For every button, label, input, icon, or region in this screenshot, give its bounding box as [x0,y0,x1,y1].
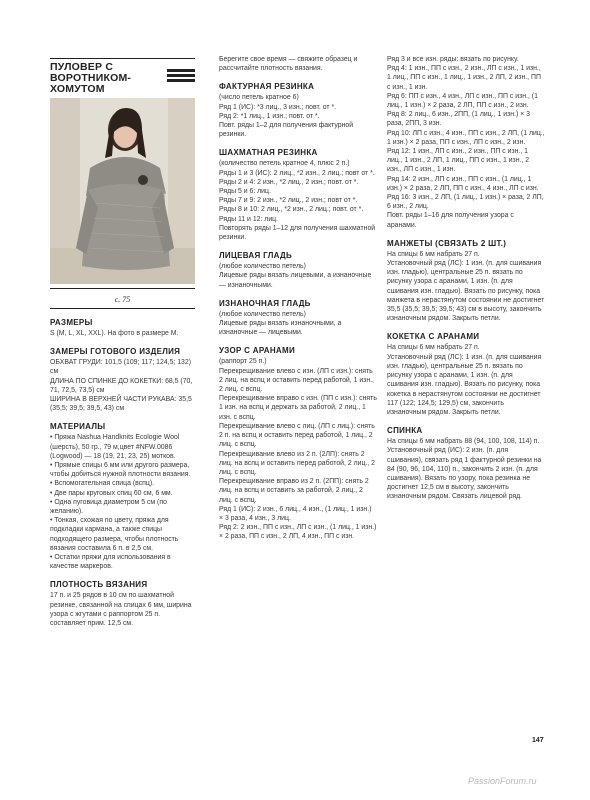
section [387,239,545,324]
text-line: Ряды 11 и 12: лиц. [219,215,279,223]
photo-caption: с. 75 [114,295,131,304]
title-box [50,62,195,98]
section-heading: ЛИЦЕВАЯ ГЛАДЬ [219,251,293,261]
text-line: • Две пары круговых спиц 60 см, 6 мм. [50,489,173,497]
text-line: Ряды 5 и 6: лиц. [219,188,271,196]
section-heading: ПЛОТНОСТЬ ВЯЗАНИЯ [50,580,148,590]
text-line: Ряд 1 (ИС): *3 лиц., 3 изн.; повт. от *. [219,103,337,111]
section-heading: МАНЖЕТЫ (СВЯЗАТЬ 2 ШТ.) [387,238,507,248]
section [219,299,377,338]
text-line: 6 изн., 2 лиц. [387,203,429,211]
section [387,55,545,230]
text-line: Перекрещивание влево с изн. (ЛП с изн.): снять 2 лиц. на вспц и оставить перед работой, 1 изн., 2 лиц. с вспц. [219,367,374,394]
section [50,318,195,338]
text-line: Перекрещивание влево с лиц. (ЛП с лиц.): снять 2 п. на вспц и оставить перед работой, 1 лиц., 2 лиц. с вспц. [219,422,375,449]
section-heading: МАТЕРИАЛЫ [50,422,106,432]
section-heading: ИЗНАНОЧНАЯ ГЛАДЬ [219,298,311,308]
text-line: Лицевые ряды вязать лицевыми, а изнаночные — изнаночными. [219,272,372,289]
column-3 [387,55,545,511]
column-1 [50,318,195,637]
text-line: ОБХВАТ ГРУДИ: 101,5 (109; 117; 124,5; 132) см [50,359,192,376]
text-line: Установочный ряд (ИС): 2 изн. (п. для сшивания), связать ряд 1 фактурной резинки на 84 (90, 96, 104, 110) п., закончить 2 изн. (п. для сшивания). Вязать по узору, пока резинка не достигнет 12,5 см в высоту, закончить изнаночным рядом. Связать лицевой ряд. [387,447,542,501]
text-line: Ряд 1 (ИС): 2 изн., 6 лиц., 4 изн., (1 лиц., 1 изн.) × 3 раза, 4 изн., 3 лиц. [219,505,372,522]
text-line: S (M, L, XL, XXL). На фото в размере M. [50,330,179,337]
caption-top-rule [50,288,195,289]
text-line: Ряды 7 и 9: 2 изн., *2 лиц., 2 изн.; повт от *. [219,197,358,205]
column-2 [219,55,377,551]
text-line: 17 п. и 25 рядов в 10 см по шахматной резинке, связанной на спицах 6 мм, ширина узора с жгутами с раппортом 25 п. составляет прим. 12,5 см. [50,592,192,628]
section [50,347,195,413]
text-line: Ряды 1 и 3 (ИС): 2 лиц., *2 изн., 2 лиц.; повт от *. [219,169,375,177]
section [219,148,377,242]
text-line: Ряд 16: 3 изн., 2 ЛП, (1 лиц., 1 изн.) × раза, 2 ЛП, [387,194,544,202]
text-line: ДЛИНА ПО СПИНКЕ ДО КОКЕТКИ: 68,5 (70, 71, 72,5, 73,5) см [50,377,193,394]
text-line: Ряды 8 и 10: 2 лиц., *2 изн., 2 лиц.; повт. от *. [219,206,364,214]
text-line: Берегите свое время — свяжите образец и рассчитайте плотность вязания. [219,56,358,73]
text-line: • Вспомогательная спица (вспц). [50,480,155,488]
section-heading: КОКЕТКА С АРАНАМИ [387,332,480,342]
section-heading: ЗАМЕРЫ ГОТОВОГО ИЗДЕЛИЯ [50,347,181,357]
watermark: PassionForum.ru [468,776,537,786]
text-line: Ряды 2 и 4: 2 изн., *2 лиц., 2 изн.; повт. от *. [219,178,359,186]
page-title: ПУЛОВЕР С ВОРОТНИКОМ-ХОМУТОМ [50,61,132,95]
model-illustration [50,98,195,284]
text-line: Повт. ряды 1–16 для получения узора с аранами. [387,212,514,229]
text-line: Ряд 12: 1 изн., ЛП с изн., 2 изн., ПП с изн., 1 лиц., 1 изн., 2 ЛП, 1 лиц., ПП с изн., 1 изн., 2 изн., ЛП с изн., 1 изн. [387,148,530,174]
text-line: Ряд 8: 2 лиц., 6 изн., 2ПП, (1 лиц., 1 изн.) × 3 раза, 2ПП, 3 изн. [387,111,530,128]
section-heading: СПИНКА [387,426,423,436]
text-line: Ряд 10: ЛП с изн., 4 изн., ПП с изн., 2 ЛП, (1 лиц., 1 изн.) × 2 раза, ПП с изн., ЛП с изн., 2 изн. [387,129,545,146]
text-line: (количество петель кратное 4, плюс 2 п.) [219,160,350,168]
section-heading: УЗОР С АРАНАМИ [219,346,296,356]
text-line: Перекрещивание вправо с изн. (ПП с изн.): снять 1 изн. на вспц и держать за работой, 2 лиц., 1 изн. с вспц. [219,395,377,421]
text-line: ШИРИНА В ВЕРХНЕЙ ЧАСТИ РУКАВА: 35,5 (35,5; 39,5; 39,5, 43) см [50,396,192,413]
title-bars-decoration [167,69,195,84]
text-line: • Прямые спицы 6 мм или другого размера, чтобы добиться нужной плотности вязания. [50,462,191,479]
text-line: (раппорт 25 п.) [219,358,267,366]
text-line: Ряд 3 и все изн. ряды: вязать по рисунку. [387,56,519,63]
text-line: Установочный ряд (ЛС): 1 изн. (п. для сшивания изн. гладью), центральные 25 п. вязать по рисунку узора с аранами, 1 изн. (п. для сшивания изн. гладью). Вязать по рисунку, пока кокетка в нерастянутом состоянии не достигнет 117 (122; 124,5; 129,5) см, закончить изнаночным рядом. Закрыть петли. [387,353,542,416]
text-line: Лицевые ряды вязать изнаночными, а изнаночные — лицевыми. [219,320,342,337]
text-line: Перекрещивание влево из 2 п. (2ЛП): снять 2 лиц. на вспц и оставить перед работой, 2 лиц., 2 лиц. с вспц. [219,450,375,476]
title-top-rule [50,58,195,59]
text-line: Ряд 6: ПП с изн., 4 изн., ЛП с изн., ПП с изн., (1 лиц., 1 изн.) × 2 раза, 2 ЛП, ПП с изн., 2 изн. [387,92,538,110]
text-line: На спицы 6 мм набрать 27 п. [387,344,480,352]
section-heading: ШАХМАТНАЯ РЕЗИНКА [219,148,318,158]
text-line: На спицы 6 мм набрать 88 (94, 100, 108, 114) п. [387,438,540,446]
text-line: Повторять ряды 1–12 для получения шахматной резинки. [219,224,376,242]
text-line: Установочный ряд (ЛС): 1 изн. (п. для сшивания изн. гладью), центральные 25 п. вязать по рисунку узора с аранами, 1 изн. (п. для сшивания изн. гладью). Вязать по рисунку, пока манжета в нерастянутом состоянии не достигнет 35,5 (35,5; 39,5; 39,5; 43) см в высоту, закончить изнаночным рядом. Закрыть петли. [387,260,545,323]
text-line: Ряд 2: *1 лиц., 1 изн.; повт. от *. [219,112,320,120]
section [387,426,545,501]
text-line: Ряд 2: 2 изн., ПП с изн., ЛП с изн., (1 лиц., 1 изн.) × 2 раза, ПП с изн., 2 ЛП, 4 изн., ПП с изн. [219,524,377,541]
page-number: 147 [532,737,544,744]
section [219,251,377,290]
text-line: • Тонкая, схожая по цвету, пряжа для подкладки кармана, а также спицы подходящего размера, чтобы плотность вязания составила 6 п. в 2,5 см. [50,517,179,552]
text-line: На спицы 6 мм набрать 27 п. [387,250,480,258]
caption-bottom-rule [50,308,195,309]
section [387,332,545,417]
section [219,346,377,541]
text-line: (число петель кратное 6) [219,94,299,102]
text-line: Ряд 14: 2 изн., ЛП с изн., ПП с изн., (1 лиц., 1 изн.) × 2 раза, 2 ЛП, ПП с изн., 4 изн., ЛП с изн. [387,175,539,192]
text-line: • Одна пуговица диаметром 5 см (по желанию). [50,498,167,516]
section [219,55,377,73]
section-heading: ФАКТУРНАЯ РЕЗИНКА [219,82,315,92]
section-heading: РАЗМЕРЫ [50,318,93,327]
text-line: Повт. ряды 1–2 для получения фактурной резинки. [219,122,354,139]
sweater-photo [50,98,195,284]
text-line: • Остатки пряжи для использования в качестве маркеров. [50,554,171,571]
text-line: Ряд 4: 1 изн., ПП с изн., 2 изн., ЛП с изн., 1 изн., 1 лиц., ПП с изн., 1 лиц., 1 изн., 2 ЛП, 2 изн., ПП с изн., 1 изн. [387,65,541,91]
text-line: (любое количество петель) [219,310,306,318]
section [50,580,195,628]
text-line: (любое количество петель) [219,263,306,271]
text-line: • Пряжа Nashua Handknits Ecologie Wool (шерсть), 50 гр., 79 м,цвет #NFW.0086 (Logwood) — 18 (19, 21, 23, 25) мотков. [50,434,180,460]
text-line: Перекрещивание вправо из 2 п. (2ПП): снять 2 лиц. на вспц и оставить за работой, 2 лиц., 2 лиц. с вспц. [219,478,369,504]
section [219,82,377,139]
section [50,422,195,571]
